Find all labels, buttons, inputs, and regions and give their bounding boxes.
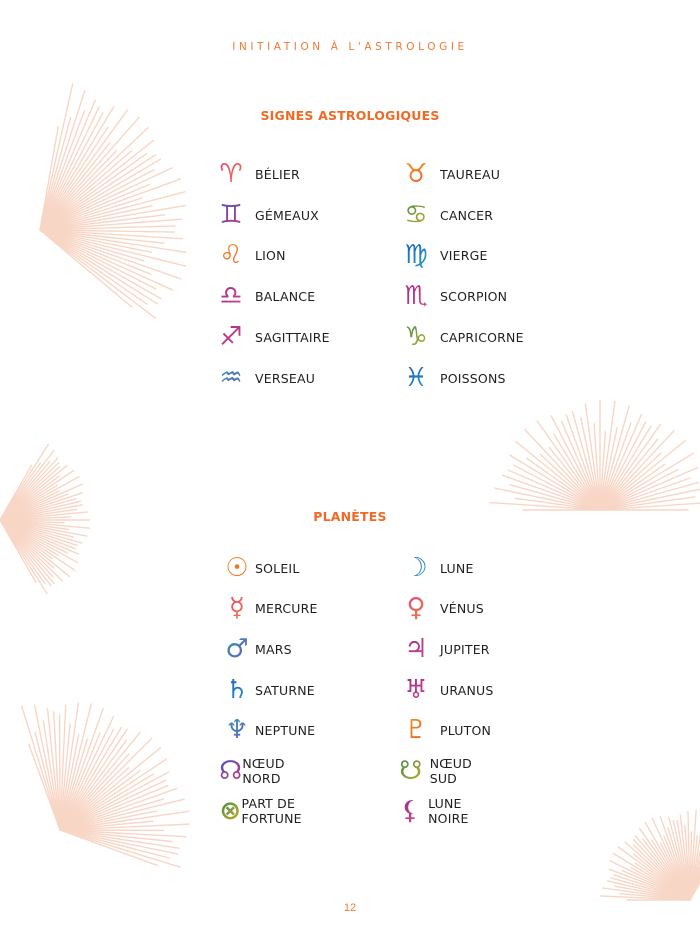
planet-item-uranus xyxy=(398,675,494,705)
planets-section-title: PLANÈTES xyxy=(313,509,387,524)
mars-icon: ♂ xyxy=(219,634,255,664)
north-node-icon: ☊ xyxy=(219,756,243,786)
page-number: 12 xyxy=(343,902,357,914)
planet-label: NŒUD SUD xyxy=(429,756,472,786)
planet-item-part-de-fortune xyxy=(219,796,315,826)
uranus-icon: ♅ xyxy=(398,675,434,705)
planet-item-soleil xyxy=(219,553,300,583)
sign-item-lion xyxy=(213,240,286,270)
planet-label: NEPTUNE xyxy=(255,722,316,738)
pisces-icon: ♓ xyxy=(398,363,434,393)
planet-item-noeud-sud xyxy=(398,756,482,786)
planet-item-mercure xyxy=(219,593,318,623)
mercury-icon: ☿ xyxy=(219,593,255,623)
planet-label: PLUTON xyxy=(440,722,492,738)
planet-item-venus xyxy=(398,593,484,623)
moon-icon: ☽ xyxy=(398,553,434,583)
neptune-icon: ♆ xyxy=(219,715,255,745)
planet-item-pluton xyxy=(398,715,491,745)
scorpio-icon: ♏ xyxy=(398,281,434,311)
sign-label: VIERGE xyxy=(440,247,488,263)
sign-label: GÉMEAUX xyxy=(255,207,319,223)
sign-item-balance xyxy=(213,281,315,311)
sign-label: BÉLIER xyxy=(255,166,300,182)
running-header: INITIATION À L'ASTROLOGIE xyxy=(232,41,468,53)
sun-icon: ☉ xyxy=(219,553,255,583)
planet-label: URANUS xyxy=(440,682,494,698)
planet-label: MARS xyxy=(255,641,292,657)
sign-label: CAPRICORNE xyxy=(440,329,524,345)
planet-item-jupiter xyxy=(398,634,490,664)
sign-label: LION xyxy=(255,247,286,263)
cancer-icon: ♋ xyxy=(398,200,434,230)
planet-item-lune-noire xyxy=(398,796,480,826)
planet-item-lune xyxy=(398,553,474,583)
venus-icon: ♀ xyxy=(398,593,434,623)
planet-label: VÉNUS xyxy=(440,600,484,616)
sign-item-verseau xyxy=(213,363,315,393)
libra-icon: ♎ xyxy=(213,281,249,311)
sign-item-scorpion xyxy=(398,281,507,311)
planet-item-saturne xyxy=(219,675,315,705)
sign-label: POISSONS xyxy=(440,370,506,386)
planet-label: LUNE NOIRE xyxy=(428,796,469,826)
planet-label: PART DE FORTUNE xyxy=(241,796,302,826)
sign-item-gemeaux xyxy=(213,200,319,230)
planet-label: LUNE xyxy=(440,560,474,576)
planet-label: NŒUD NORD xyxy=(242,756,285,786)
sign-label: BALANCE xyxy=(255,288,316,304)
capricorn-icon: ♑ xyxy=(398,322,434,352)
planet-label: SATURNE xyxy=(255,682,315,698)
signs-section-title: SIGNES ASTROLOGIQUES xyxy=(260,108,440,123)
sign-label: CANCER xyxy=(440,207,494,223)
sign-item-poissons xyxy=(398,363,506,393)
black-moon-icon: ⚸ xyxy=(398,796,422,826)
planet-label: SOLEIL xyxy=(255,560,300,576)
pluto-icon: ♇ xyxy=(398,715,434,745)
sign-item-vierge xyxy=(398,240,488,270)
aquarius-icon: ♒ xyxy=(213,363,249,393)
sign-item-taureau xyxy=(398,159,500,189)
sign-label: VERSEAU xyxy=(255,370,316,386)
sign-item-belier xyxy=(213,159,300,189)
sign-label: SAGITTAIRE xyxy=(255,329,330,345)
sign-label: TAUREAU xyxy=(440,166,501,182)
planet-item-neptune xyxy=(219,715,315,745)
sign-label: SCORPION xyxy=(440,288,508,304)
part-of-fortune-icon: ⊗ xyxy=(219,796,242,826)
taurus-icon: ♉ xyxy=(398,159,434,189)
gemini-icon: ♊ xyxy=(213,200,249,230)
planet-label: JUPITER xyxy=(440,641,490,657)
sign-item-cancer xyxy=(398,200,493,230)
aries-icon: ♈ xyxy=(213,159,249,189)
sagittarius-icon: ♐ xyxy=(213,322,249,352)
jupiter-icon: ♃ xyxy=(398,634,434,664)
planet-item-mars xyxy=(219,634,292,664)
south-node-icon: ☋ xyxy=(399,756,423,786)
sign-item-sagittaire xyxy=(213,322,330,352)
leo-icon: ♌ xyxy=(213,240,249,270)
planet-label: MERCURE xyxy=(255,600,318,616)
virgo-icon: ♍ xyxy=(398,240,434,270)
saturn-icon: ♄ xyxy=(219,675,255,705)
sign-item-capricorne xyxy=(398,322,524,352)
planet-item-noeud-nord xyxy=(219,756,297,786)
